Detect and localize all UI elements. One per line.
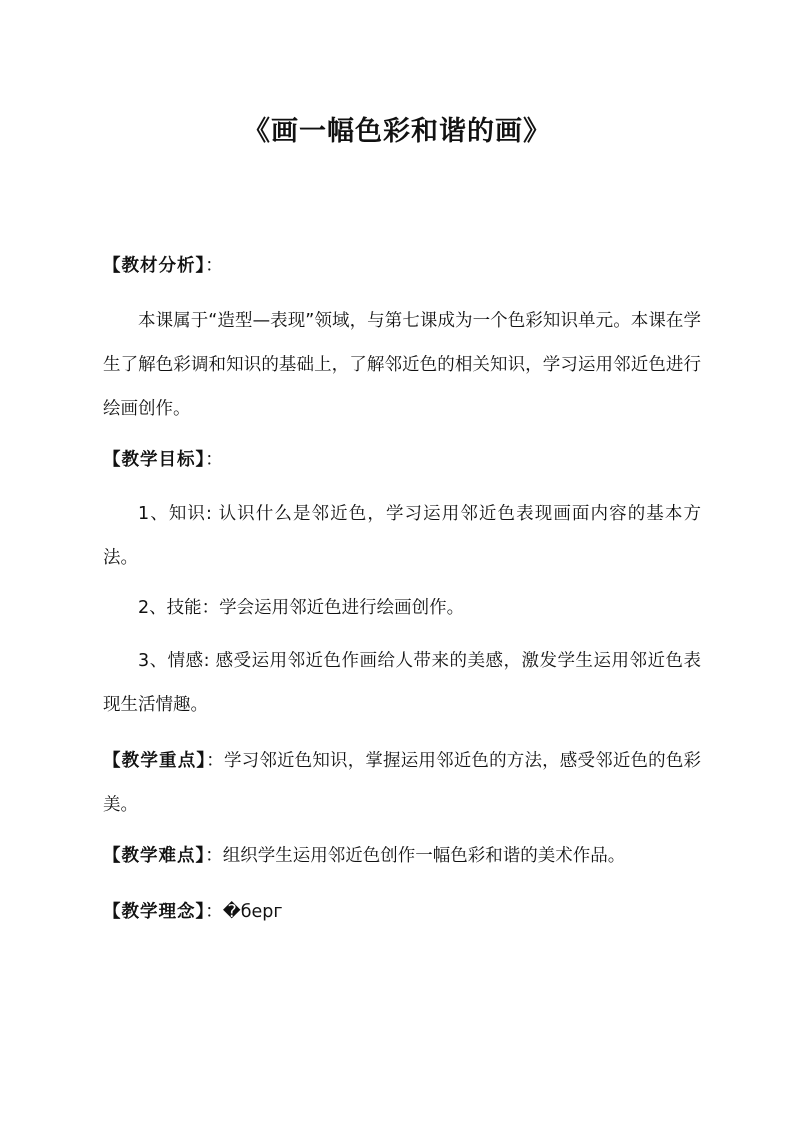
teaching-goals-label: 【教学目标】 xyxy=(103,450,206,470)
difficulties-paragraph xyxy=(103,834,625,878)
teaching-goals-sep: ： xyxy=(205,450,223,470)
key-points-label: 【教学重点】 xyxy=(103,751,207,771)
key-points-sep: ： xyxy=(206,751,224,771)
philosophy-text: �берг xyxy=(222,902,283,922)
material-analysis-text: 本课属于“造型—表现”领域，与第七课成为一个色彩知识单元。本课在学生了解色彩调和知识的基础上，了解邻近色的相关知识，学习运用邻近色进行绘画创作。 xyxy=(103,311,701,419)
difficulties-text: 组织学生运用邻近色创作一幅色彩和谐的美术作品。 xyxy=(222,846,626,866)
philosophy-paragraph xyxy=(103,890,283,934)
document-title: 《画一幅色彩和谐的画》 xyxy=(243,116,551,147)
difficulties-label: 【教学难点】 xyxy=(103,846,206,866)
difficulties-sep: ： xyxy=(205,846,223,866)
material-analysis-sep: ： xyxy=(205,256,223,276)
material-analysis-label: 【教材分析】 xyxy=(103,256,206,276)
philosophy-label: 【教学理念】 xyxy=(103,902,206,922)
material-analysis-heading xyxy=(103,244,223,288)
philosophy-sep: ： xyxy=(205,902,223,922)
goal-knowledge: 1、知识: 认识什么是邻近色，学习运用邻近色表现画面内容的基本方法。 xyxy=(103,504,701,568)
key-points-text: 学习邻近色知识，掌握运用邻近色的方法，感受邻近色的色彩美。 xyxy=(103,751,702,815)
goal-skill: 2、技能：学会运用邻近色进行绘画创作。 xyxy=(138,598,465,618)
key-points-paragraph xyxy=(103,739,701,827)
teaching-goals-heading xyxy=(103,438,223,482)
goal-emotion: 3、情感: 感受运用邻近色作画给人带来的美感，激发学生运用邻近色表现生活情趣。 xyxy=(103,651,701,715)
